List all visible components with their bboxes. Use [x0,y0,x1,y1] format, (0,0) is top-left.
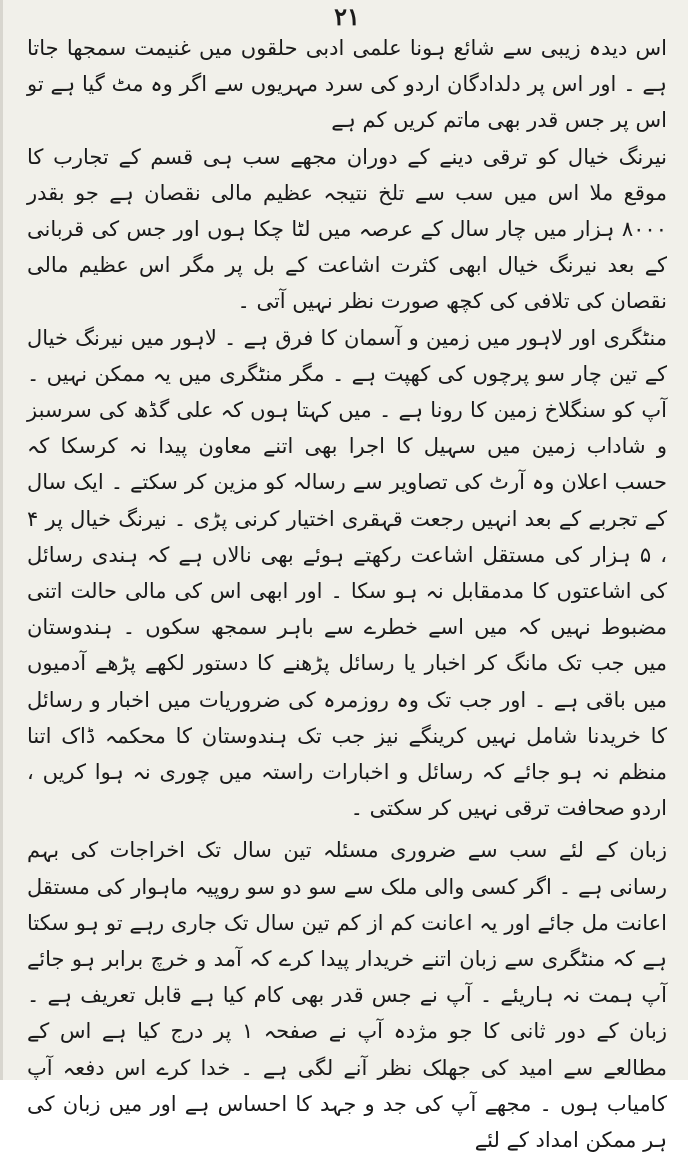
page-number: ۲۱ [334,2,360,31]
body-text [27,30,667,1158]
paragraph-4: زبان کے لئے سب سے ضروری مسئلہ تین سال تک اخراجات کی بہم رسانی ہے ۔ اگر کسی والی ملک سے سو دو سو روپیہ ماہوار کی مستقل اعانت مل جائے اور یہ اعانت کم از کم تین سال تک جاری رہے تو ہو سکتا ہے کہ منٹگری سے زبان اتنے خریدار پیدا کرے کہ آمد و خرچ برابر ہو جائے آپ ہمت نہ ہاریئے ۔ آپ نے جس قدر بھی کام کیا ہے قابل تعریف ہے ۔ زبان کے دور ثانی کا جو مژدہ آپ نے صفحہ ۱ پر درج کیا ہے اس کے مطالعے سے امید کی جھلک نظر آنے لگی ہے ۔ خدا کرے اس دفعہ آپ کامیاب ہوں ۔ مجھے آپ کی جد و جہد کا احساس ہے اور میں زبان کی ہر ممکن امداد کے لئے [27,838,667,1153]
paragraph-2: نیرنگ خیال کو ترقی دینے کے دوران مجھے سب ہی قسم کے تجارب کا موقع ملا اس میں سب سے تلخ نتیجہ عظیم مالی نقصان ہے جو بقدر ۸۰۰۰ ہزار میں چار سال کے عرصہ میں لٹا چکا ہوں اور جس کی قربانی کے بعد نیرنگ خیال ابھی کثرت اشاعت کے بل پر مگر اس عظیم مالی نقصان کی تلافی کی کچھ صورت نظر نہیں آتی ۔ [27,144,667,314]
paragraph-1: اس دیدہ زیبی سے شائع ہونا علمی ادبی حلقوں میں غنیمت سمجھا جاتا ہے ۔ اور اس پر دلدادگان اردو کی سرد مہریوں سے اگر وہ مٹ گیا ہے تو اس پر جس قدر بھی ماتم کریں کم ہے [27,36,667,133]
paragraph-3: منٹگری اور لاہور میں زمین و آسمان کا فرق ہے ۔ لاہور میں نیرنگ خیال کے تین چار سو پرچوں کی کھپت ہے ۔ مگر منٹگری میں یہ ممکن نہیں ۔ آپ کو سنگلاخ زمین کا رونا ہے ۔ میں کہتا ہوں کہ علی گڈھ کی سرسبز و شاداب زمین میں سہیل کا اجرا بھی اتنے معاون پیدا نہ کرسکا کہ حسب اعلان وہ آرٹ کی تصاویر سے رسالہ کو مزین کر سکتے ۔ ایک سال کے تجربے کے بعد انہیں رجعت قہقری اختیار کرنی پڑی ۔ نیرنگ خیال پر ۴ ، ۵ ہزار کی مستقل اشاعت رکھتے ہوئے بھی نالاں ہے کہ ہندی رسائل کی اشاعتوں کا مدمقابل نہ ہو سکا ۔ اور ابھی اس کی مالی حالت اتنی مضبوط نہیں کہ میں اسے خطرے سے باہر سمجھ سکوں ۔ ہندوستان میں جب تک مانگ کر اخبار یا رسائل پڑھنے کا دستور لکھے پڑھے آدمیوں میں باقی ہے ۔ اور جب تک وہ روزمرہ کی ضروریات میں اخبار و رسائل کا خریدنا شامل نہیں کرینگے نیز جب تک ہندوستان کا محکمہ ڈاک اتنا منظم نہ ہو جائے کہ رسائل و اخبارات راستہ میں چوری نہ ہوا کریں ، اردو صحافت ترقی نہیں کر سکتی ۔ [27,325,667,821]
